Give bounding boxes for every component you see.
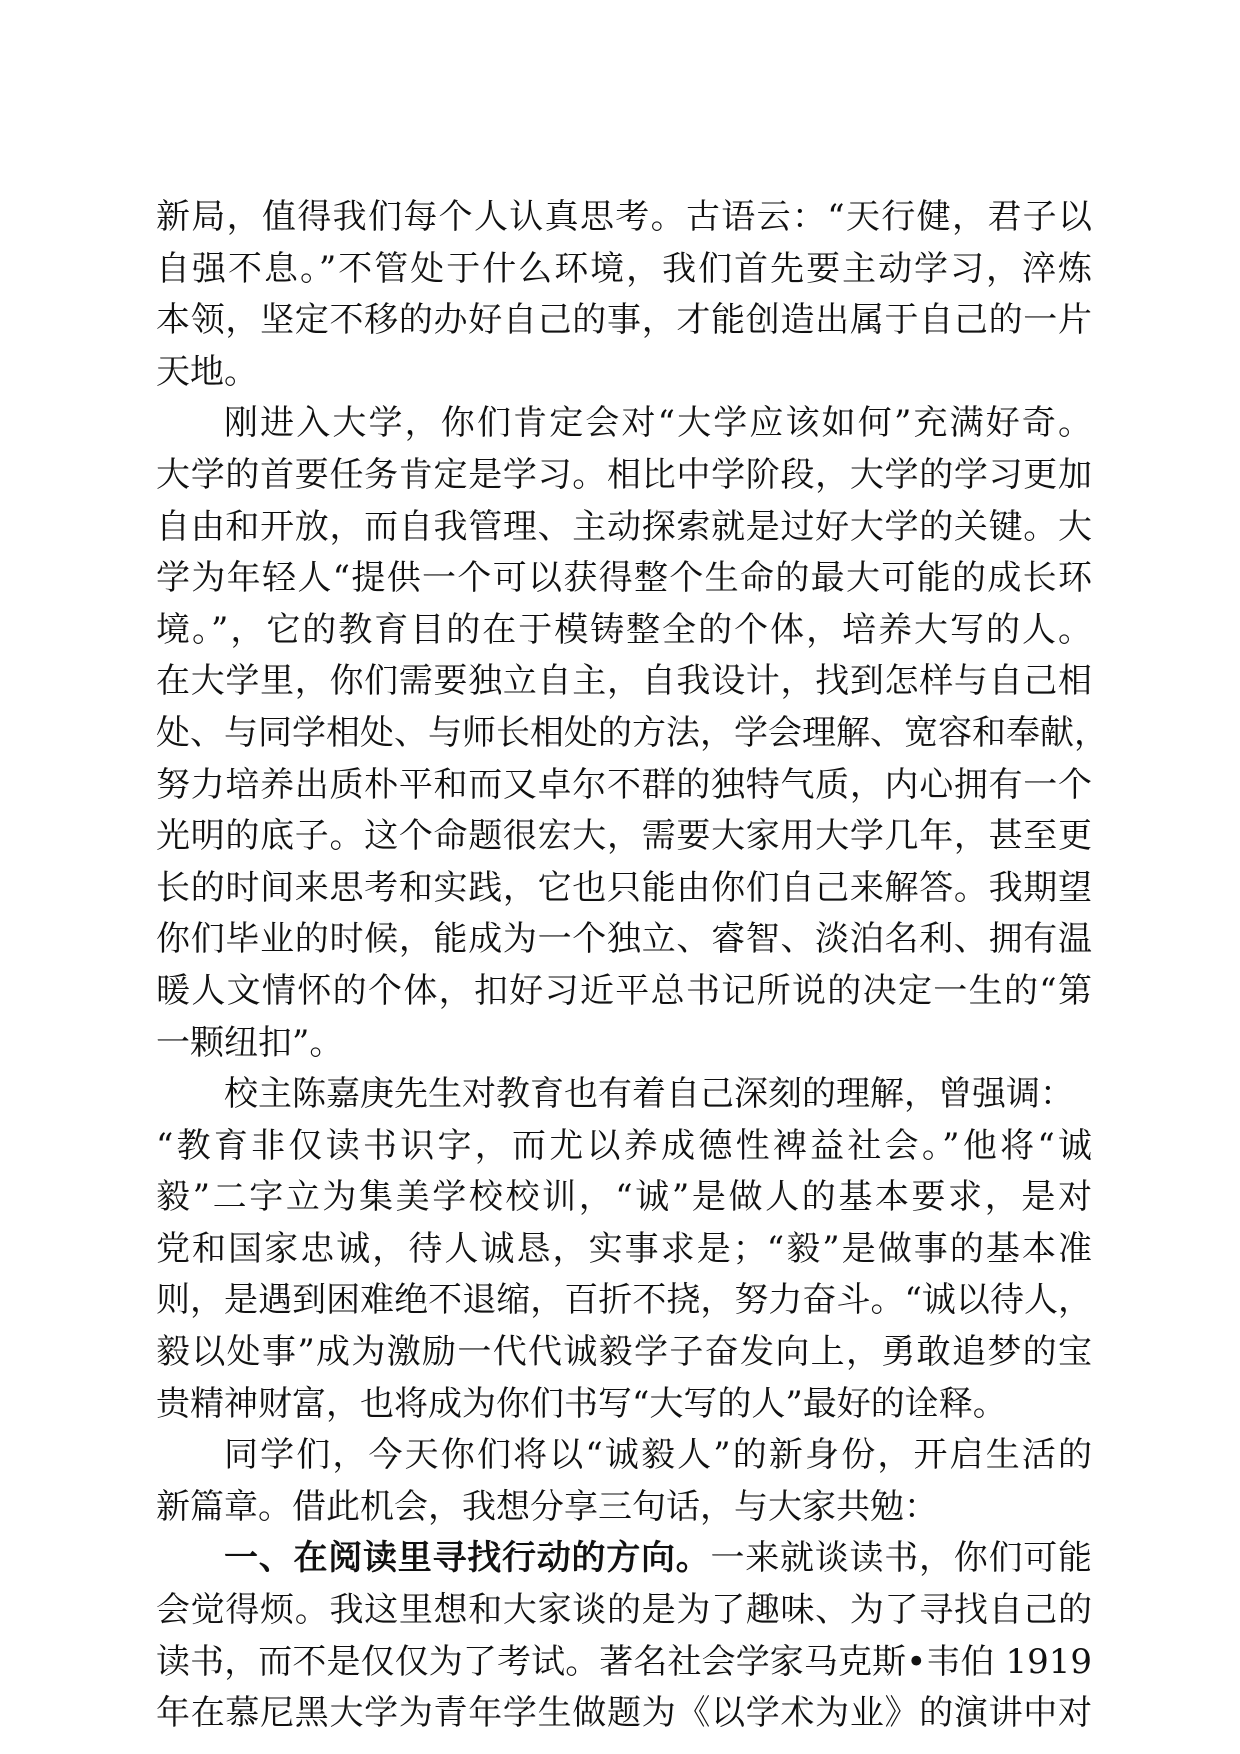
text-line: 处、与同学相处、与师长相处的方法，学会理解、宽容和奉献， [156, 712, 1108, 753]
text-line: 校主陈嘉庚先生对教育也有着自己深刻的理解，曾强调： [224, 1074, 1074, 1115]
paragraph [156, 1533, 1092, 1739]
text-line: 年在慕尼黑大学为青年学生做题为《以学术为业》的演讲中对 [156, 1693, 1092, 1734]
text-line: 毅以处事”成为激励一代代诚毅学子奋发向上，勇敢追梦的宝 [156, 1332, 1092, 1373]
text-line: 长的时间来思考和实践，它也只能由你们自己来解答。我期望 [156, 867, 1092, 908]
text-line: 贵精神财富，也将成为你们书写“大写的人”最好的诠释。 [156, 1383, 1007, 1424]
text-line: 党和国家忠诚，待人诚恳，实事求是；“毅”是做事的基本准 [156, 1228, 1092, 1269]
text-line: 则，是遇到困难绝不退缩，百折不挠，努力奋斗。“诚以待人， [156, 1280, 1092, 1321]
text-line: 会觉得烦。我这里想和大家谈的是为了趣味、为了寻找自己的 [156, 1590, 1092, 1631]
paragraph [156, 1430, 1092, 1533]
section-heading: 一、在阅读里寻找行动的方向。 [224, 1538, 711, 1579]
text-line: 毅”二字立为集美学校校训，“诚”是做人的基本要求，是对 [156, 1177, 1092, 1218]
text-line: 读书，而不是仅仅为了考试。著名社会学家马克斯•韦伯 1919 [156, 1641, 1092, 1682]
text-line: 自由和开放，而自我管理、主动探索就是过好大学的关键。大 [156, 506, 1092, 547]
text-line [156, 1533, 1092, 1585]
paragraph [156, 192, 1092, 398]
text-line: 同学们，今天你们将以“诚毅人”的新身份，开启生活的 [224, 1435, 1092, 1476]
text-line: 新篇章。借此机会，我想分享三句话，与大家共勉： [156, 1486, 938, 1527]
text-line: 自强不息。”不管处于什么环境，我们首先要主动学习，淬炼 [156, 248, 1092, 289]
text-line: 刚进入大学，你们肯定会对“大学应该如何”充满好奇。 [224, 403, 1092, 444]
text-line: 努力培养出质朴平和而又卓尔不群的独特气质，内心拥有一个 [156, 764, 1092, 805]
paragraph [156, 398, 1108, 1069]
text-line: 光明的底子。这个命题很宏大，需要大家用大学几年，甚至更 [156, 816, 1092, 857]
text-line: 一颗纽扣”。 [156, 1022, 344, 1063]
document-page [156, 192, 1108, 1740]
text-line: 学为年轻人“提供一个可以获得整个生命的最大可能的成长环 [156, 558, 1092, 599]
text-line: 你们毕业的时候，能成为一个独立、睿智、淡泊名利、拥有温 [156, 919, 1092, 960]
text-run: 一来就谈读书，你们可能 [710, 1538, 1092, 1579]
text-line: 境。”，它的教育目的在于模铸整全的个体，培养大写的人。 [156, 609, 1092, 650]
text-line: 新局，值得我们每个人认真思考。古语云：“天行健，君子以 [156, 197, 1092, 237]
text-line: 在大学里，你们需要独立自主，自我设计，找到怎样与自己相 [156, 661, 1092, 702]
text-line: 天地。 [156, 351, 258, 392]
text-line: 暖人文情怀的个体，扣好习近平总书记所说的决定一生的“第 [156, 970, 1092, 1011]
paragraph [156, 1069, 1092, 1430]
text-line: 本领，坚定不移的办好自己的事，才能创造出属于自己的一片 [156, 300, 1092, 341]
text-line: 大学的首要任务肯定是学习。相比中学阶段，大学的学习更加 [156, 454, 1092, 495]
text-line: “教育非仅读书识字，而尤以养成德性裨益社会。”他将“诚 [156, 1125, 1092, 1166]
